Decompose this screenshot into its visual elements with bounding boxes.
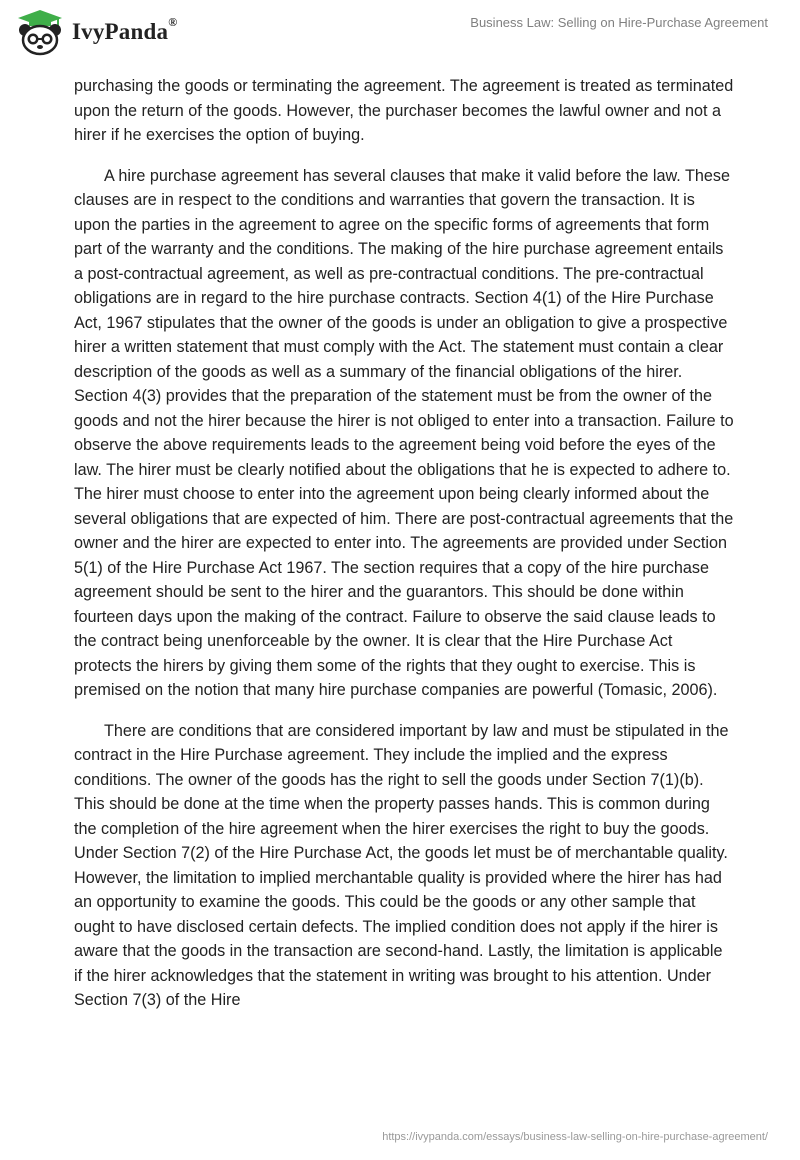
document-title: Business Law: Selling on Hire-Purchase Agreement xyxy=(470,15,768,30)
essay-body xyxy=(74,74,734,1029)
brand-name: IvyPanda® xyxy=(72,15,178,44)
panda-logo-icon xyxy=(14,8,66,56)
source-url[interactable]: https://ivypanda.com/essays/business-law-selling-on-hire-purchase-agreement/ xyxy=(382,1131,768,1143)
paragraph-continuation: purchasing the goods or terminating the agreement. The agreement is treated as terminated upon the return of the goods. However, the purchaser becomes the lawful owner and not a hirer if he exercises the option of buying. xyxy=(74,77,734,144)
page-header xyxy=(0,0,800,70)
brand-logo[interactable] xyxy=(14,8,177,56)
paragraph: There are conditions that are considered important by law and must be stipulated in the contract in the Hire Purchase agreement. They include the implied and the express conditions. The owner of the goods has the right to sell the goods under Section 7(1)(b). This should be done at the time when the property passes hands. This is common during the completion of the hire agreement when the hirer exercises the right to buy the goods. Under Section 7(2) of the Hire Purchase Act, the goods let must be of merchantable quality. However, the limitation to implied merchantable quality is provided where the hirer has had an opportunity to examine the goods. This could be the goods or any other sample that ought to have disclosed certain defects. The implied condition does not apply if the hirer is aware that the goods in the transaction are second-hand. Lastly, the limitation is applicable if the hirer acknowledges that the statement in writing was brought to his attention. Under Section 7(3) of the Hire xyxy=(74,721,729,1009)
paragraph: A hire purchase agreement has several clauses that make it valid before the law. These clauses are in respect to the conditions and warranties that govern the transaction. It is upon the parties in the agreement to agree on the specific forms of agreements that form part of the warranty and the conditions. The making of the hire purchase agreement entails a post-contractual agreement, as well as pre-contractual conditions. The pre-contractual obligations are in regard to the hire purchase contracts. Section 4(1) of the Hire Purchase Act, 1967 stipulates that the owner of the goods is under an obligation to give a prospective hirer a written statement that must comply with the Act. The statement must contain a clear description of the goods as well as a summary of the financial obligations of the hirer. Section 4(3) provides that the preparation of the statement must be from the owner of the goods and not the hirer because the hirer is not obliged to enter into a transaction. Failure to observe the above requirements leads to the agreement being void before the eyes of the law. The hirer must be clearly notified about the obligations that he is expected to adhere to. The hirer must choose to enter into the agreement upon being clearly informed about the several obligations that are expected of him. There are post-contractual agreements that the owner and the hirer are expected to enter into. The agreements are provided under Section 5(1) of the Hire Purchase Act 1967. The section requires that a copy of the hire purchase agreement should be sent to the hirer and the guarantors. This should be done within fourteen days upon the making of the contract. Failure to observe the said clause leads to the contract being unenforceable by the owner. It is clear that the Hire Purchase Act protects the hirers by giving them some of the rights that they ought to exercise. This is premised on the notion that many hire purchase companies are powerful (Tomasic, 2006). xyxy=(74,166,734,699)
